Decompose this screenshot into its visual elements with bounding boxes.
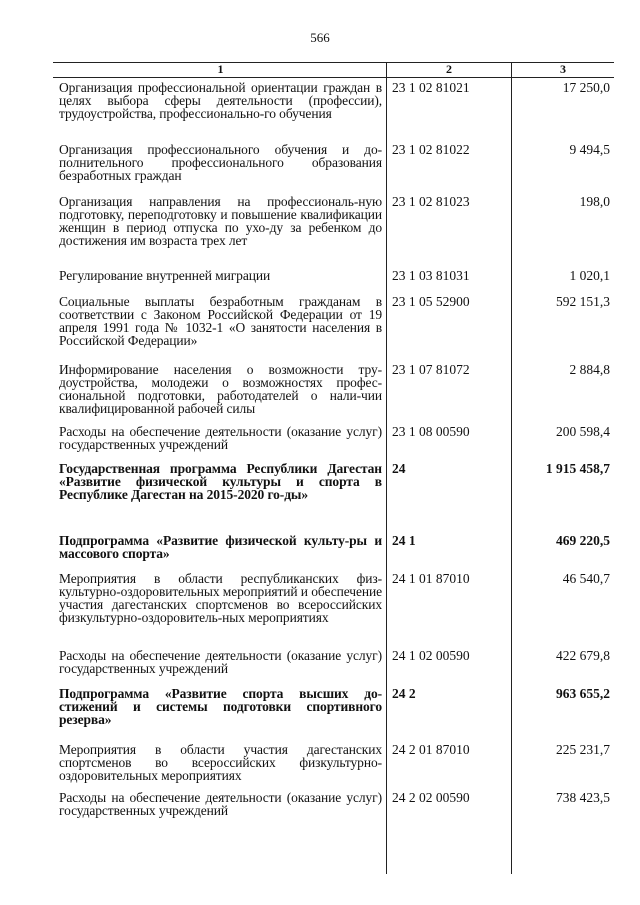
row-name-cell: Расходы на обеспечение деятельности (оказание услуг) государственных учреждений [59,424,382,452]
table-tail [53,844,614,874]
table-row [53,192,614,266]
row-code-cell: 24 2 [386,684,511,740]
row-name-cell: Регулирование внутренней миграции [59,268,271,283]
row-code-cell: 24 1 02 00590 [386,646,511,684]
row-code-cell: 24 2 02 00590 [386,788,511,844]
table-row [53,684,614,740]
row-amount-cell: 198,0 [511,192,614,266]
table-tail-cell [511,844,614,874]
table-row [53,266,614,292]
column-header-code: 2 [386,63,511,77]
row-code-cell: 24 [386,459,511,531]
row-code-cell: 23 1 08 00590 [386,422,511,459]
row-code-cell: 23 1 05 52900 [386,292,511,360]
column-header-name: 1 [217,62,224,76]
row-name-cell: Мероприятия в области республиканских физ-культурно-оздоровительных мероприятий и обеспечение участия дагестанских спортсменов во всероссийских физкультурно-оздоровитель-ных мероприятиях [59,571,382,625]
row-code-cell: 23 1 07 81072 [386,360,511,422]
table-header [53,62,614,78]
row-code-cell: 23 1 02 81021 [386,78,511,140]
row-amount-cell: 1 915 458,7 [511,459,614,531]
row-amount-cell: 422 679,8 [511,646,614,684]
row-amount-cell: 2 884,8 [511,360,614,422]
table-row [53,569,614,646]
row-name-cell: Организация профессиональной ориентации граждан в целях выбора сферы деятельности (профессии), трудоустройства, профессионально-го обучения [59,80,382,121]
table-tail-cell [386,844,511,874]
row-name-cell: Расходы на обеспечение деятельности (оказание услуг) государственных учреждений [59,648,382,676]
row-name-cell: Мероприятия в области участия дагестанских спортсменов во всероссийских физкультурно-оздоровительных мероприятиях [59,742,382,783]
row-amount-cell: 1 020,1 [511,266,614,292]
row-code-cell: 24 1 [386,531,511,569]
row-name-cell: Государственная программа Республики Дагестан «Развитие физической культуры и спорта в Республике Дагестан на 2015-2020 го-ды» [59,461,382,502]
row-name-cell: Информирование населения о возможности тру-доустройства, молодежи о возможностях профес-сиональной подготовки, работодателей о нали-чии квалифицированной рабочей силы [59,362,382,416]
row-code-cell: 23 1 02 81022 [386,140,511,192]
row-code-cell: 23 1 02 81023 [386,192,511,266]
table-row [53,140,614,192]
table-row [53,78,614,140]
row-name-cell: Подпрограмма «Развитие физической культу-ры и массового спорта» [59,533,382,561]
table-tail-cell [53,844,386,874]
row-name-cell: Подпрограмма «Развитие спорта высших до-стижений и системы подготовки спортивного резерва» [59,686,382,727]
row-name-cell: Расходы на обеспечение деятельности (оказание услуг) государственных учреждений [59,790,382,818]
table-row [53,646,614,684]
row-amount-cell: 9 494,5 [511,140,614,192]
row-code-cell: 23 1 03 81031 [386,266,511,292]
table-row [53,788,614,844]
table-row [53,740,614,788]
page-number: 566 [310,30,330,45]
row-name-cell: Организация профессионального обучения и до-полнительного профессионального образования безработных граждан [59,142,382,183]
row-name-cell: Организация направления на профессиональ-ную подготовку, переподготовку и повышение квалификации женщин в период отпуска по ухо-ду за ребенком до достижения им возраста трех лет [59,194,382,248]
row-amount-cell: 592 151,3 [511,292,614,360]
row-name-cell: Социальные выплаты безработным гражданам в соответствии с Законом Российской Федерации от 19 апреля 1991 года № 1032-1 «О занятости населения в Российской Федерации» [59,294,382,348]
table-row [53,292,614,360]
row-amount-cell: 469 220,5 [511,531,614,569]
column-header-amount: 3 [511,63,614,77]
row-code-cell: 24 2 01 87010 [386,740,511,788]
row-amount-cell: 46 540,7 [511,569,614,646]
row-amount-cell: 200 598,4 [511,422,614,459]
table-row [53,422,614,459]
row-amount-cell: 738 423,5 [511,788,614,844]
row-code-cell: 24 1 01 87010 [386,569,511,646]
row-amount-cell: 225 231,7 [511,740,614,788]
table-row [53,360,614,422]
budget-table [53,62,614,874]
table-row [53,459,614,531]
table-row [53,531,614,569]
table-body [53,78,614,874]
row-amount-cell: 17 250,0 [511,78,614,140]
row-amount-cell: 963 655,2 [511,684,614,740]
